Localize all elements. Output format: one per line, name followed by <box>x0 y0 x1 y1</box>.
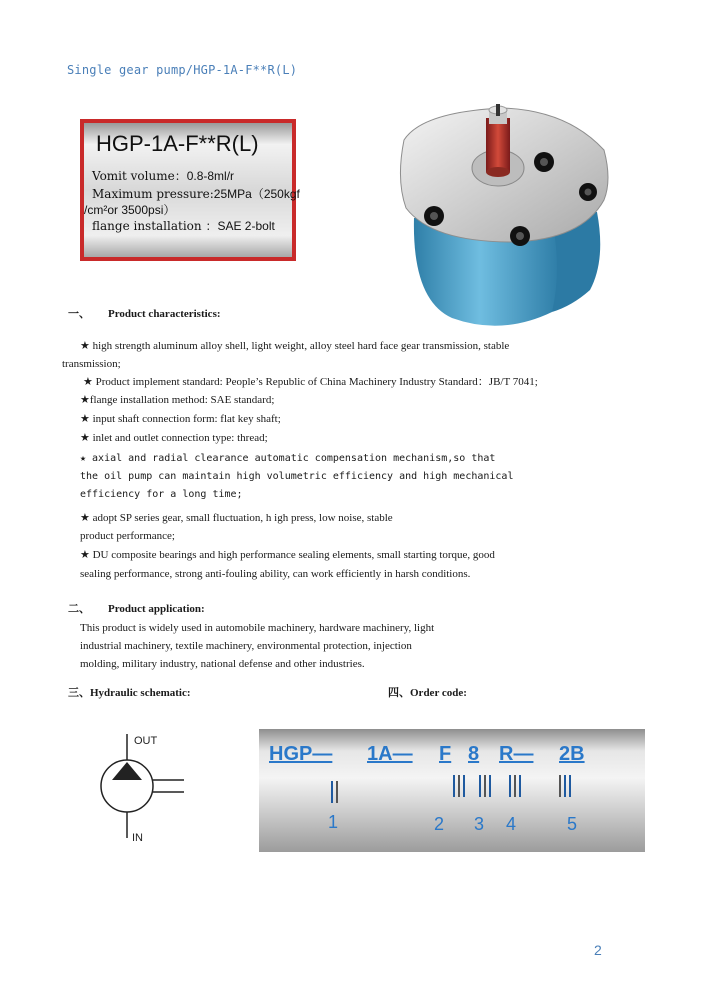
section-heading-characteristics: 一、 Product characteristics: <box>68 308 221 320</box>
order-code-part: HGP— <box>269 743 333 765</box>
text-line: molding, military industry, national defense and other industries. <box>80 658 365 670</box>
order-code-part: 1A— <box>367 743 413 765</box>
order-code-part: F <box>439 743 452 765</box>
marker-ticks <box>509 775 524 801</box>
text-line: ★ axial and radial clearance automatic compensation mechanism,so that <box>80 453 496 464</box>
order-code-box <box>259 729 645 852</box>
section-heading-order-code: 四、Order code: <box>388 687 467 699</box>
spec-pressure-units: /cm²or 3500psi） <box>84 203 176 217</box>
text-line: ★ inlet and outlet connection type: thread; <box>80 432 268 444</box>
text-line: ★ DU composite bearings and high performance sealing elements, small starting torque, good <box>80 549 495 561</box>
order-code-index: 1 <box>328 812 339 832</box>
text-line: industrial machinery, textile machinery, environmental protection, injection <box>80 640 412 652</box>
text-line: ★ high strength aluminum alloy shell, light weight, alloy steel hard face gear transmission, stable <box>80 340 510 352</box>
text-line: transmission; <box>62 358 121 370</box>
text-line: ★ adopt SP series gear, small fluctuation, h igh press, low noise, stable <box>80 512 393 524</box>
text-line: ★flange installation method: SAE standard; <box>80 394 275 406</box>
spec-displacement: Vomit volume：0.8-8ml/r <box>92 169 235 183</box>
outlet-label: OUT <box>134 735 158 747</box>
section-heading-schematic: 三、Hydraulic schematic: <box>68 687 191 699</box>
order-code-index: 2 <box>434 814 445 834</box>
hydraulic-schematic <box>68 714 204 858</box>
document-title: Single gear pump/HGP-1A-F**R(L) <box>67 63 298 77</box>
inlet-label: IN <box>132 832 143 844</box>
marker-ticks <box>559 775 574 801</box>
text-line: product performance; <box>80 530 175 542</box>
order-code-part: 2B <box>559 743 585 765</box>
order-code-index: 5 <box>567 814 578 834</box>
text-line: the oil pump can maintain high volumetric efficiency and high mechanical <box>80 471 514 482</box>
text-line: sealing performance, strong anti-fouling ability, can work efficiently in harsh conditions. <box>80 568 471 580</box>
page-number: 2 <box>594 942 602 958</box>
text-line: efficiency for a long time; <box>80 489 243 500</box>
text-line: ★ Product implement standard: People’s Republic of China Machinery Industry Standard：JB/T 7041; <box>83 376 538 388</box>
order-code-part: 8 <box>468 743 480 765</box>
marker-ticks <box>331 781 341 807</box>
order-code-index: 4 <box>506 814 517 834</box>
text-line: This product is widely used in automobile machinery, hardware machinery, light <box>80 622 435 634</box>
spec-box <box>80 119 300 261</box>
marker-ticks <box>479 775 494 801</box>
section-heading-application: 二、 Product application: <box>68 603 205 615</box>
marker-ticks <box>453 775 468 801</box>
order-code-index: 3 <box>474 814 485 834</box>
spec-flange: flange installation ：SAE 2-bolt <box>92 219 275 233</box>
spec-max-pressure: Maximum pressure:25MPa（250kgf <box>92 187 300 201</box>
model-name: HGP-1A-F**R(L) <box>96 131 259 156</box>
order-code-part: R— <box>499 743 534 765</box>
text-line: ★ input shaft connection form: flat key shaft; <box>80 413 281 425</box>
gear-pump-image <box>392 100 618 330</box>
